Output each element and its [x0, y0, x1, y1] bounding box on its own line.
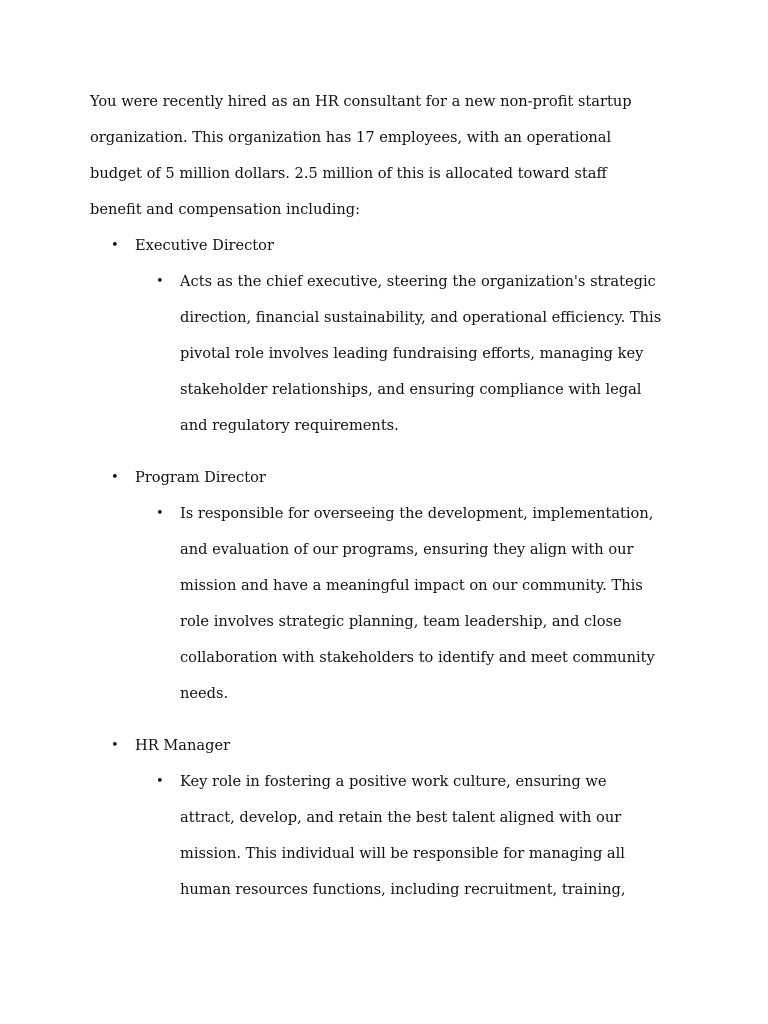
- role-title: Executive Director: [135, 237, 274, 254]
- description-line: and regulatory requirements.: [180, 417, 399, 434]
- role-description: [90, 264, 690, 444]
- description-line: role involves strategic planning, team leadership, and close: [180, 613, 622, 630]
- description-line: human resources functions, including recruitment, training,: [180, 881, 626, 898]
- description-line: needs.: [180, 685, 229, 702]
- role-description: [90, 764, 690, 908]
- description-line: collaboration with stakeholders to identify and meet community: [180, 649, 655, 666]
- document-page: [90, 84, 690, 908]
- intro-line: budget of 5 million dollars. 2.5 million of this is allocated toward staff: [90, 165, 607, 182]
- role-title: Program Director: [135, 469, 266, 486]
- description-line: direction, financial sustainability, and operational efficiency. This: [180, 309, 662, 326]
- spacer: [90, 712, 690, 728]
- spacer: [90, 444, 690, 460]
- role-title-row: [90, 728, 690, 764]
- description-line: attract, develop, and retain the best talent aligned with our: [180, 809, 622, 826]
- bullet-icon: •: [156, 274, 164, 289]
- description-line: Key role in fostering a positive work culture, ensuring we: [180, 773, 607, 790]
- description-line: Is responsible for overseeing the development, implementation,: [180, 505, 654, 522]
- intro-line: benefit and compensation including:: [90, 201, 361, 218]
- bullet-icon: •: [111, 470, 119, 485]
- intro-line: You were recently hired as an HR consultant for a new non-profit startup: [90, 93, 632, 110]
- role-hr-manager: [90, 728, 690, 908]
- description-line: and evaluation of our programs, ensuring they align with our: [180, 541, 634, 558]
- bullet-icon: •: [111, 238, 119, 253]
- description-line: mission. This individual will be responsible for managing all: [180, 845, 625, 862]
- description-line: Acts as the chief executive, steering the organization's strategic: [180, 273, 656, 290]
- role-executive-director: [90, 228, 690, 444]
- intro-line: organization. This organization has 17 employees, with an operational: [90, 129, 612, 146]
- role-description: [90, 496, 690, 712]
- bullet-icon: •: [111, 738, 119, 753]
- description-line: pivotal role involves leading fundraising efforts, managing key: [180, 345, 644, 362]
- description-line: mission and have a meaningful impact on our community. This: [180, 577, 643, 594]
- bullet-icon: •: [156, 774, 164, 789]
- bullet-icon: •: [156, 506, 164, 521]
- role-title: HR Manager: [135, 737, 231, 754]
- description-line: stakeholder relationships, and ensuring compliance with legal: [180, 381, 642, 398]
- role-title-row: [90, 228, 690, 264]
- intro-paragraph: [90, 84, 690, 228]
- role-title-row: [90, 460, 690, 496]
- role-program-director: [90, 460, 690, 712]
